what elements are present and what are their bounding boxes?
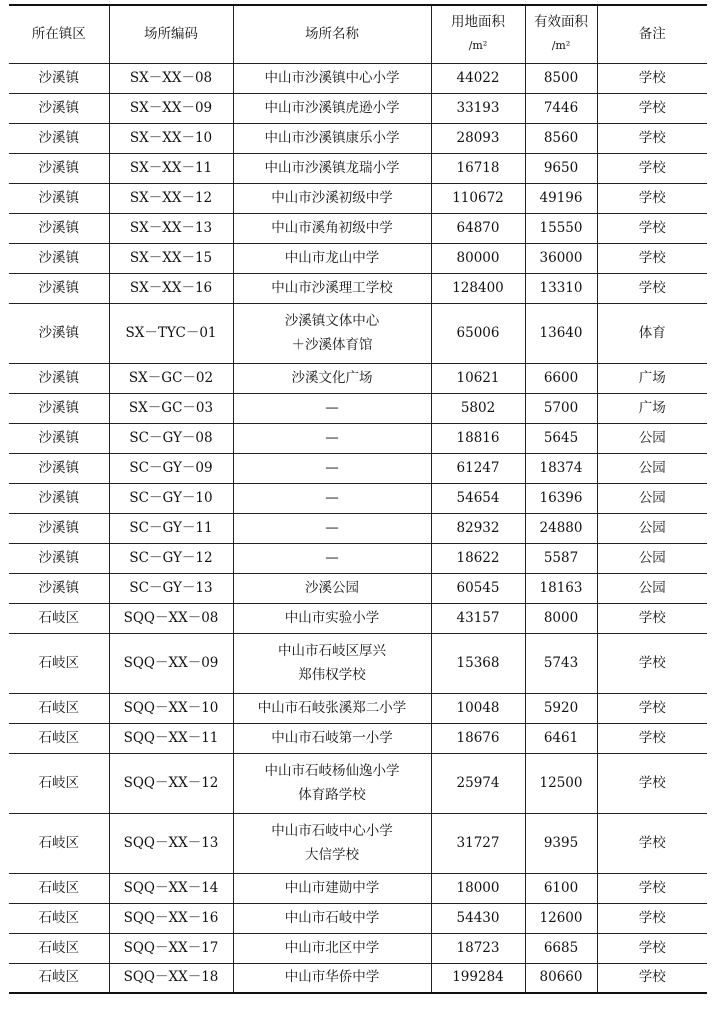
cell-note: 学校	[597, 813, 707, 873]
cell-name-line: 中山市沙溪镇中心小学	[264, 69, 400, 86]
cell-name-line: 中山市华侨中学	[284, 969, 380, 986]
table-row	[9, 393, 707, 423]
table-row	[9, 423, 707, 453]
cell-name-line: 郑伟权学校	[298, 667, 366, 683]
cell-name	[233, 183, 431, 213]
cell-land-area: 18723	[431, 933, 525, 963]
cell-code: SQQ－XX－16	[109, 903, 233, 933]
cell-code: SQQ－XX－09	[109, 633, 233, 693]
cell-land-area: 82932	[431, 513, 525, 543]
cell-effective-area: 18374	[525, 453, 597, 483]
cell-land-area: 18816	[431, 423, 525, 453]
cell-note: 公园	[597, 573, 707, 603]
cell-land-area: 16718	[431, 153, 525, 183]
cell-note: 公园	[597, 453, 707, 483]
cell-note: 学校	[597, 933, 707, 963]
header-code: 场所编码	[109, 5, 233, 63]
cell-name	[233, 753, 431, 813]
cell-name	[233, 243, 431, 273]
cell-name-line: 沙溪公园	[305, 579, 359, 596]
cell-name	[233, 93, 431, 123]
cell-name	[233, 543, 431, 573]
table-row	[9, 183, 707, 213]
cell-land-area: 110672	[431, 183, 525, 213]
header-effective-area-unit: /m²	[551, 39, 571, 53]
cell-land-area: 10048	[431, 693, 525, 723]
cell-name	[233, 483, 431, 513]
cell-name-line: 体育路学校	[298, 787, 366, 803]
cell-town: 石岐区	[9, 873, 109, 903]
cell-name	[233, 693, 431, 723]
cell-name	[233, 573, 431, 603]
cell-name	[233, 423, 431, 453]
cell-land-area: 80000	[431, 243, 525, 273]
table-row	[9, 603, 707, 633]
cell-land-area: 54430	[431, 903, 525, 933]
cell-effective-area: 16396	[525, 483, 597, 513]
cell-name	[233, 363, 431, 393]
cell-effective-area: 5743	[525, 633, 597, 693]
header-land-area-label: 用地面积	[451, 14, 505, 31]
cell-code: SX－XX－10	[109, 123, 233, 153]
table-row	[9, 723, 707, 753]
cell-effective-area: 5645	[525, 423, 597, 453]
cell-note: 学校	[597, 123, 707, 153]
cell-land-area: 5802	[431, 393, 525, 423]
cell-code: SX－XX－11	[109, 153, 233, 183]
cell-name	[233, 873, 431, 903]
cell-code: SX－XX－16	[109, 273, 233, 303]
header-effective-area-label: 有效面积	[534, 14, 588, 31]
header-land-area	[431, 5, 525, 63]
cell-name-line: 中山市石岐第一小学	[271, 729, 393, 746]
cell-code: SX－XX－13	[109, 213, 233, 243]
header-note: 备注	[597, 5, 707, 63]
cell-name	[233, 633, 431, 693]
cell-land-area: 18622	[431, 543, 525, 573]
cell-name	[233, 933, 431, 963]
cell-name-line: —	[325, 459, 339, 476]
sites-table	[9, 4, 707, 994]
header-town: 所在镇区	[9, 5, 109, 63]
cell-name-line: 中山市石岐中心小学	[271, 823, 393, 839]
cell-town: 沙溪镇	[9, 63, 109, 93]
cell-name-line: 中山市沙溪镇虎逊小学	[264, 99, 400, 116]
cell-town: 石岐区	[9, 963, 109, 993]
cell-code: SX－TYC－01	[109, 303, 233, 363]
cell-town: 沙溪镇	[9, 243, 109, 273]
cell-town: 沙溪镇	[9, 393, 109, 423]
cell-code: SC－GY－11	[109, 513, 233, 543]
cell-name	[233, 213, 431, 243]
table-row	[9, 933, 707, 963]
table-row	[9, 963, 707, 993]
cell-effective-area: 80660	[525, 963, 597, 993]
cell-land-area: 18000	[431, 873, 525, 903]
cell-land-area: 44022	[431, 63, 525, 93]
cell-code: SQQ－XX－17	[109, 933, 233, 963]
cell-town: 石岐区	[9, 903, 109, 933]
cell-town: 石岐区	[9, 753, 109, 813]
cell-name-line: ＋沙溪体育馆	[291, 337, 373, 353]
cell-town: 沙溪镇	[9, 363, 109, 393]
cell-note: 学校	[597, 753, 707, 813]
cell-effective-area: 5920	[525, 693, 597, 723]
cell-code: SQQ－XX－11	[109, 723, 233, 753]
cell-name-line: 中山市沙溪镇康乐小学	[264, 129, 400, 146]
cell-code: SC－GY－08	[109, 423, 233, 453]
cell-effective-area: 13640	[525, 303, 597, 363]
cell-code: SQQ－XX－14	[109, 873, 233, 903]
cell-name	[233, 603, 431, 633]
cell-note: 公园	[597, 513, 707, 543]
cell-name	[233, 63, 431, 93]
cell-name	[233, 903, 431, 933]
table-row	[9, 903, 707, 933]
cell-town: 沙溪镇	[9, 183, 109, 213]
cell-town: 石岐区	[9, 813, 109, 873]
cell-effective-area: 9395	[525, 813, 597, 873]
cell-town: 石岐区	[9, 933, 109, 963]
cell-code: SQQ－XX－13	[109, 813, 233, 873]
cell-note: 学校	[597, 693, 707, 723]
header-name: 场所名称	[233, 5, 431, 63]
cell-code: SQQ－XX－12	[109, 753, 233, 813]
cell-note: 学校	[597, 603, 707, 633]
cell-name	[233, 123, 431, 153]
cell-name-line: 中山市北区中学	[284, 939, 380, 956]
table-row	[9, 753, 707, 813]
cell-name	[233, 963, 431, 993]
cell-name-line: 中山市溪角初级中学	[271, 219, 393, 236]
cell-note: 学校	[597, 153, 707, 183]
header-land-area-unit: /m²	[468, 39, 488, 53]
cell-code: SQQ－XX－10	[109, 693, 233, 723]
cell-effective-area: 8560	[525, 123, 597, 153]
table-row	[9, 483, 707, 513]
table-row	[9, 63, 707, 93]
cell-town: 沙溪镇	[9, 213, 109, 243]
table-row	[9, 873, 707, 903]
cell-town: 沙溪镇	[9, 153, 109, 183]
cell-land-area: 61247	[431, 453, 525, 483]
table-row	[9, 213, 707, 243]
table-header	[9, 5, 707, 63]
cell-name	[233, 393, 431, 423]
cell-effective-area: 49196	[525, 183, 597, 213]
cell-note: 公园	[597, 483, 707, 513]
table-row	[9, 123, 707, 153]
cell-name-line: 沙溪文化广场	[291, 369, 373, 386]
cell-name-line: 中山市石岐中学	[284, 909, 380, 926]
cell-note: 学校	[597, 63, 707, 93]
cell-note: 学校	[597, 873, 707, 903]
cell-code: SC－GY－12	[109, 543, 233, 573]
cell-code: SC－GY－13	[109, 573, 233, 603]
cell-town: 沙溪镇	[9, 123, 109, 153]
cell-town: 沙溪镇	[9, 93, 109, 123]
table-row	[9, 93, 707, 123]
cell-land-area: 64870	[431, 213, 525, 243]
cell-name-line: 沙溪镇文体中心	[284, 313, 380, 329]
cell-note: 学校	[597, 183, 707, 213]
table-row	[9, 273, 707, 303]
cell-note: 学校	[597, 723, 707, 753]
cell-effective-area: 12600	[525, 903, 597, 933]
cell-effective-area: 6685	[525, 933, 597, 963]
cell-land-area: 33193	[431, 93, 525, 123]
header-effective-area	[525, 5, 597, 63]
cell-town: 石岐区	[9, 633, 109, 693]
cell-town: 沙溪镇	[9, 543, 109, 573]
cell-code: SC－GY－10	[109, 483, 233, 513]
cell-town: 沙溪镇	[9, 423, 109, 453]
cell-town: 沙溪镇	[9, 453, 109, 483]
cell-code: SX－XX－09	[109, 93, 233, 123]
cell-name-line: —	[325, 429, 339, 446]
cell-code: SQQ－XX－08	[109, 603, 233, 633]
cell-land-area: 60545	[431, 573, 525, 603]
cell-code: SC－GY－09	[109, 453, 233, 483]
cell-name-line: 中山市沙溪镇龙瑞小学	[264, 159, 400, 176]
table-row	[9, 153, 707, 183]
cell-note: 体育	[597, 303, 707, 363]
cell-land-area: 43157	[431, 603, 525, 633]
cell-name-line: 中山市石岐区厚兴	[278, 643, 386, 659]
cell-note: 学校	[597, 963, 707, 993]
table-row	[9, 513, 707, 543]
cell-land-area: 18676	[431, 723, 525, 753]
cell-note: 广场	[597, 363, 707, 393]
cell-town: 沙溪镇	[9, 513, 109, 543]
cell-town: 沙溪镇	[9, 483, 109, 513]
cell-land-area: 65006	[431, 303, 525, 363]
cell-effective-area: 15550	[525, 213, 597, 243]
cell-effective-area: 36000	[525, 243, 597, 273]
cell-town: 石岐区	[9, 693, 109, 723]
table-row	[9, 243, 707, 273]
table-row	[9, 303, 707, 363]
cell-name-line: 中山市建勋中学	[284, 879, 380, 896]
cell-note: 公园	[597, 423, 707, 453]
cell-name-line: —	[325, 399, 339, 416]
cell-note: 学校	[597, 633, 707, 693]
table-row	[9, 633, 707, 693]
cell-town: 沙溪镇	[9, 573, 109, 603]
cell-code: SX－GC－03	[109, 393, 233, 423]
cell-code: SX－GC－02	[109, 363, 233, 393]
cell-note: 学校	[597, 273, 707, 303]
cell-effective-area: 9650	[525, 153, 597, 183]
cell-name-line: 中山市龙山中学	[284, 249, 380, 266]
cell-effective-area: 13310	[525, 273, 597, 303]
cell-name-line: 大信学校	[305, 847, 359, 863]
cell-name	[233, 453, 431, 483]
cell-effective-area: 18163	[525, 573, 597, 603]
cell-effective-area: 12500	[525, 753, 597, 813]
table-row	[9, 363, 707, 393]
cell-name	[233, 723, 431, 753]
cell-effective-area: 6461	[525, 723, 597, 753]
cell-note: 学校	[597, 243, 707, 273]
cell-land-area: 31727	[431, 813, 525, 873]
cell-name-line: 中山市石岐张溪郑二小学	[257, 699, 407, 716]
cell-name-line: —	[325, 489, 339, 506]
table-row	[9, 543, 707, 573]
cell-town: 石岐区	[9, 723, 109, 753]
table-row	[9, 813, 707, 873]
cell-name-line: 中山市沙溪初级中学	[271, 189, 393, 206]
cell-land-area: 128400	[431, 273, 525, 303]
cell-code: SQQ－XX－18	[109, 963, 233, 993]
cell-land-area: 54654	[431, 483, 525, 513]
table-row	[9, 573, 707, 603]
cell-name	[233, 153, 431, 183]
cell-effective-area: 5587	[525, 543, 597, 573]
cell-effective-area: 8500	[525, 63, 597, 93]
cell-effective-area: 6600	[525, 363, 597, 393]
cell-land-area: 199284	[431, 963, 525, 993]
cell-town: 沙溪镇	[9, 303, 109, 363]
table-row	[9, 693, 707, 723]
cell-effective-area: 24880	[525, 513, 597, 543]
cell-code: SX－XX－12	[109, 183, 233, 213]
cell-land-area: 25974	[431, 753, 525, 813]
cell-name	[233, 273, 431, 303]
cell-effective-area: 6100	[525, 873, 597, 903]
cell-name-line: 中山市石岐杨仙逸小学	[264, 763, 400, 779]
cell-name	[233, 813, 431, 873]
table-body	[9, 63, 707, 993]
table-row	[9, 453, 707, 483]
cell-effective-area: 8000	[525, 603, 597, 633]
cell-name-line: 中山市沙溪理工学校	[271, 279, 393, 296]
cell-note: 广场	[597, 393, 707, 423]
cell-code: SX－XX－15	[109, 243, 233, 273]
cell-name-line: —	[325, 549, 339, 566]
cell-name	[233, 513, 431, 543]
cell-note: 学校	[597, 93, 707, 123]
cell-effective-area: 7446	[525, 93, 597, 123]
cell-town: 石岐区	[9, 603, 109, 633]
cell-land-area: 15368	[431, 633, 525, 693]
cell-name	[233, 303, 431, 363]
cell-effective-area: 5700	[525, 393, 597, 423]
cell-land-area: 10621	[431, 363, 525, 393]
cell-code: SX－XX－08	[109, 63, 233, 93]
cell-note: 学校	[597, 213, 707, 243]
cell-land-area: 28093	[431, 123, 525, 153]
cell-name-line: 中山市实验小学	[284, 609, 380, 626]
cell-town: 沙溪镇	[9, 273, 109, 303]
cell-name-line: —	[325, 519, 339, 536]
cell-note: 学校	[597, 903, 707, 933]
cell-note: 公园	[597, 543, 707, 573]
